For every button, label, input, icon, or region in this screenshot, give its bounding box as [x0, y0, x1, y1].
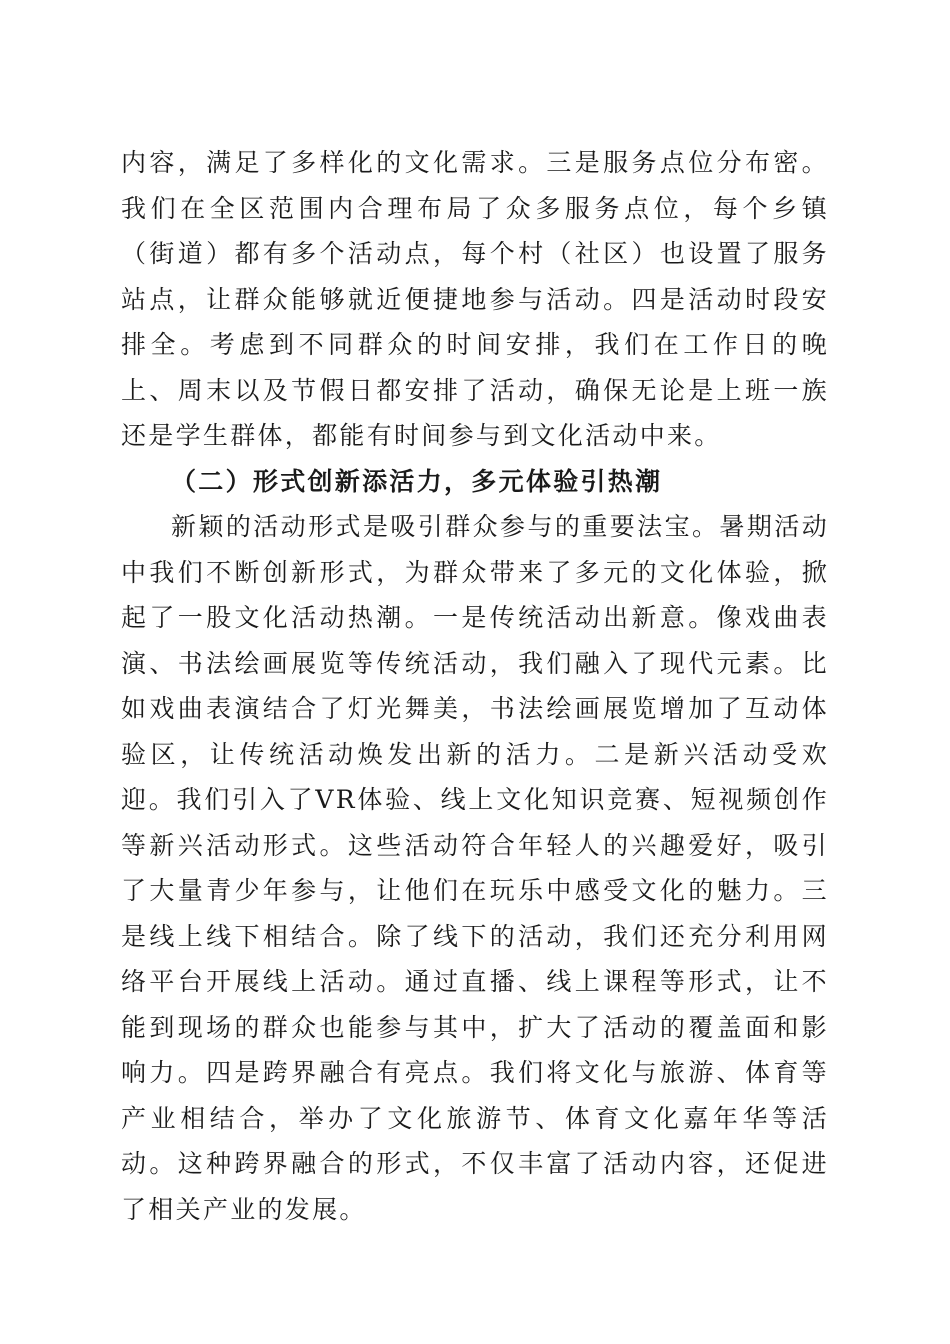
section-heading: （二）形式创新添活力，多元体验引热潮 [171, 466, 663, 496]
body-paragraph: 新颖的活动形式是吸引群众参与的重要法宝。暑期活动中我们不断创新形式，为群众带来了多元的文化体验，掀起了一股文化活动热潮。一是传统活动出新意。像戏曲表演、书法绘画展览等传统活动，我们融入了现代元素。比如戏曲表演结合了灯光舞美，书法绘画展览增加了互动体验区，让传统活动焕发出新的活力。二是新兴活动受欢迎。我们引入了VR体验、线上文化知识竞赛、短视频创作等新兴活动形式。这些活动符合年轻人的兴趣爱好，吸引了大量青少年参与，让他们在玩乐中感受文化的魅力。三是线上线下相结合。除了线下的活动，我们还充分利用网络平台开展线上活动。通过直播、线上课程等形式，让不能到现场的群众也能参与其中，扩大了活动的覆盖面和影响力。四是跨界融合有亮点。我们将文化与旅游、体育等产业相结合，举办了文化旅游节、体育文化嘉年华等活动。这种跨界融合的形式，不仅丰富了活动内容，还促进了相关产业的发展。 [121, 512, 829, 1224]
document-body [121, 140, 829, 1232]
body-paragraph: 内容，满足了多样化的文化需求。三是服务点位分布密。我们在全区范围内合理布局了众多服务点位，每个乡镇（街道）都有多个活动点，每个村（社区）也设置了服务站点，让群众能够就近便捷地参与活动。四是活动时段安排全。考虑到不同群众的时间安排，我们在工作日的晚上、周末以及节假日都安排了活动，确保无论是上班一族还是学生群体，都能有时间参与到文化活动中来。 [121, 148, 829, 450]
